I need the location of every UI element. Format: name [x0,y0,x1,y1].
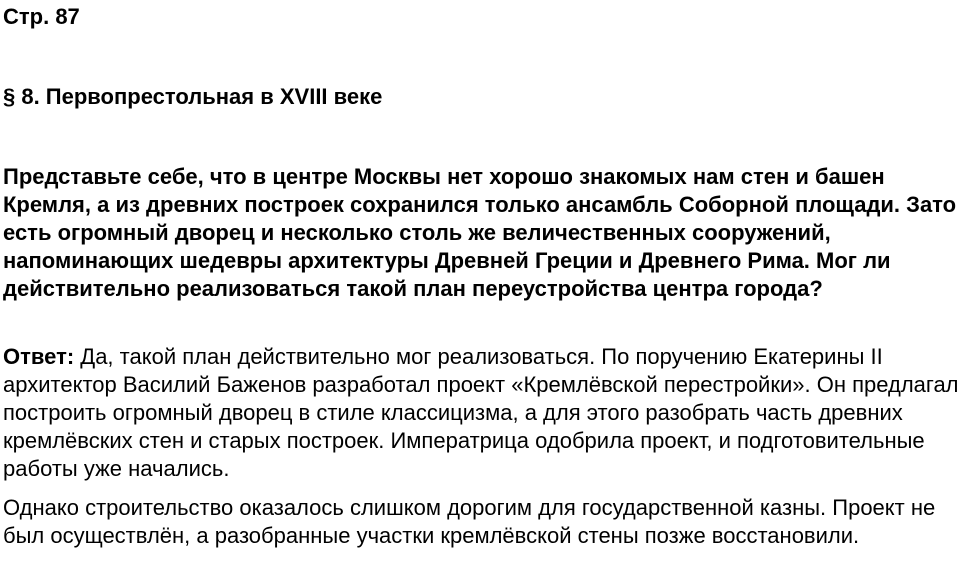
question-text: Представьте себе, что в центре Москвы нет хорошо знакомых нам стен и башен Кремля, а из древних построек сохранился только ансамбль Соборной площади. Зато есть огромный дворец и несколько столь же величественных сооружений, напоминающих шедевры архитектуры Древней Греции и Древнего Рима. Мог ли действительно реализоваться такой план переустройства центра города? [3,164,957,301]
answer-label: Ответ: [3,344,75,369]
section-title: § 8. Первопрестольная в XVIII веке [3,84,383,109]
answer-text: Да, такой план действительно мог реализоваться. По поручению Екатерины II архитектор Василий Баженов разработал проект «Кремлёвской перестройки». Он предлагал построить огромный дворец в стиле классицизма, а для этого разобрать часть древних кремлёвских стен и старых построек. Императрица одобрила проект, и подготовительные работы уже начались. [3,344,959,481]
answer-paragraph [3,343,963,483]
page-number: Стр. 87 [3,4,80,29]
conclusion-text: Однако строительство оказалось слишком дорогим для государственной казны. Проект не был осуществлён, а разобранные участки кремлёвской стены позже восстановили. [3,495,936,548]
